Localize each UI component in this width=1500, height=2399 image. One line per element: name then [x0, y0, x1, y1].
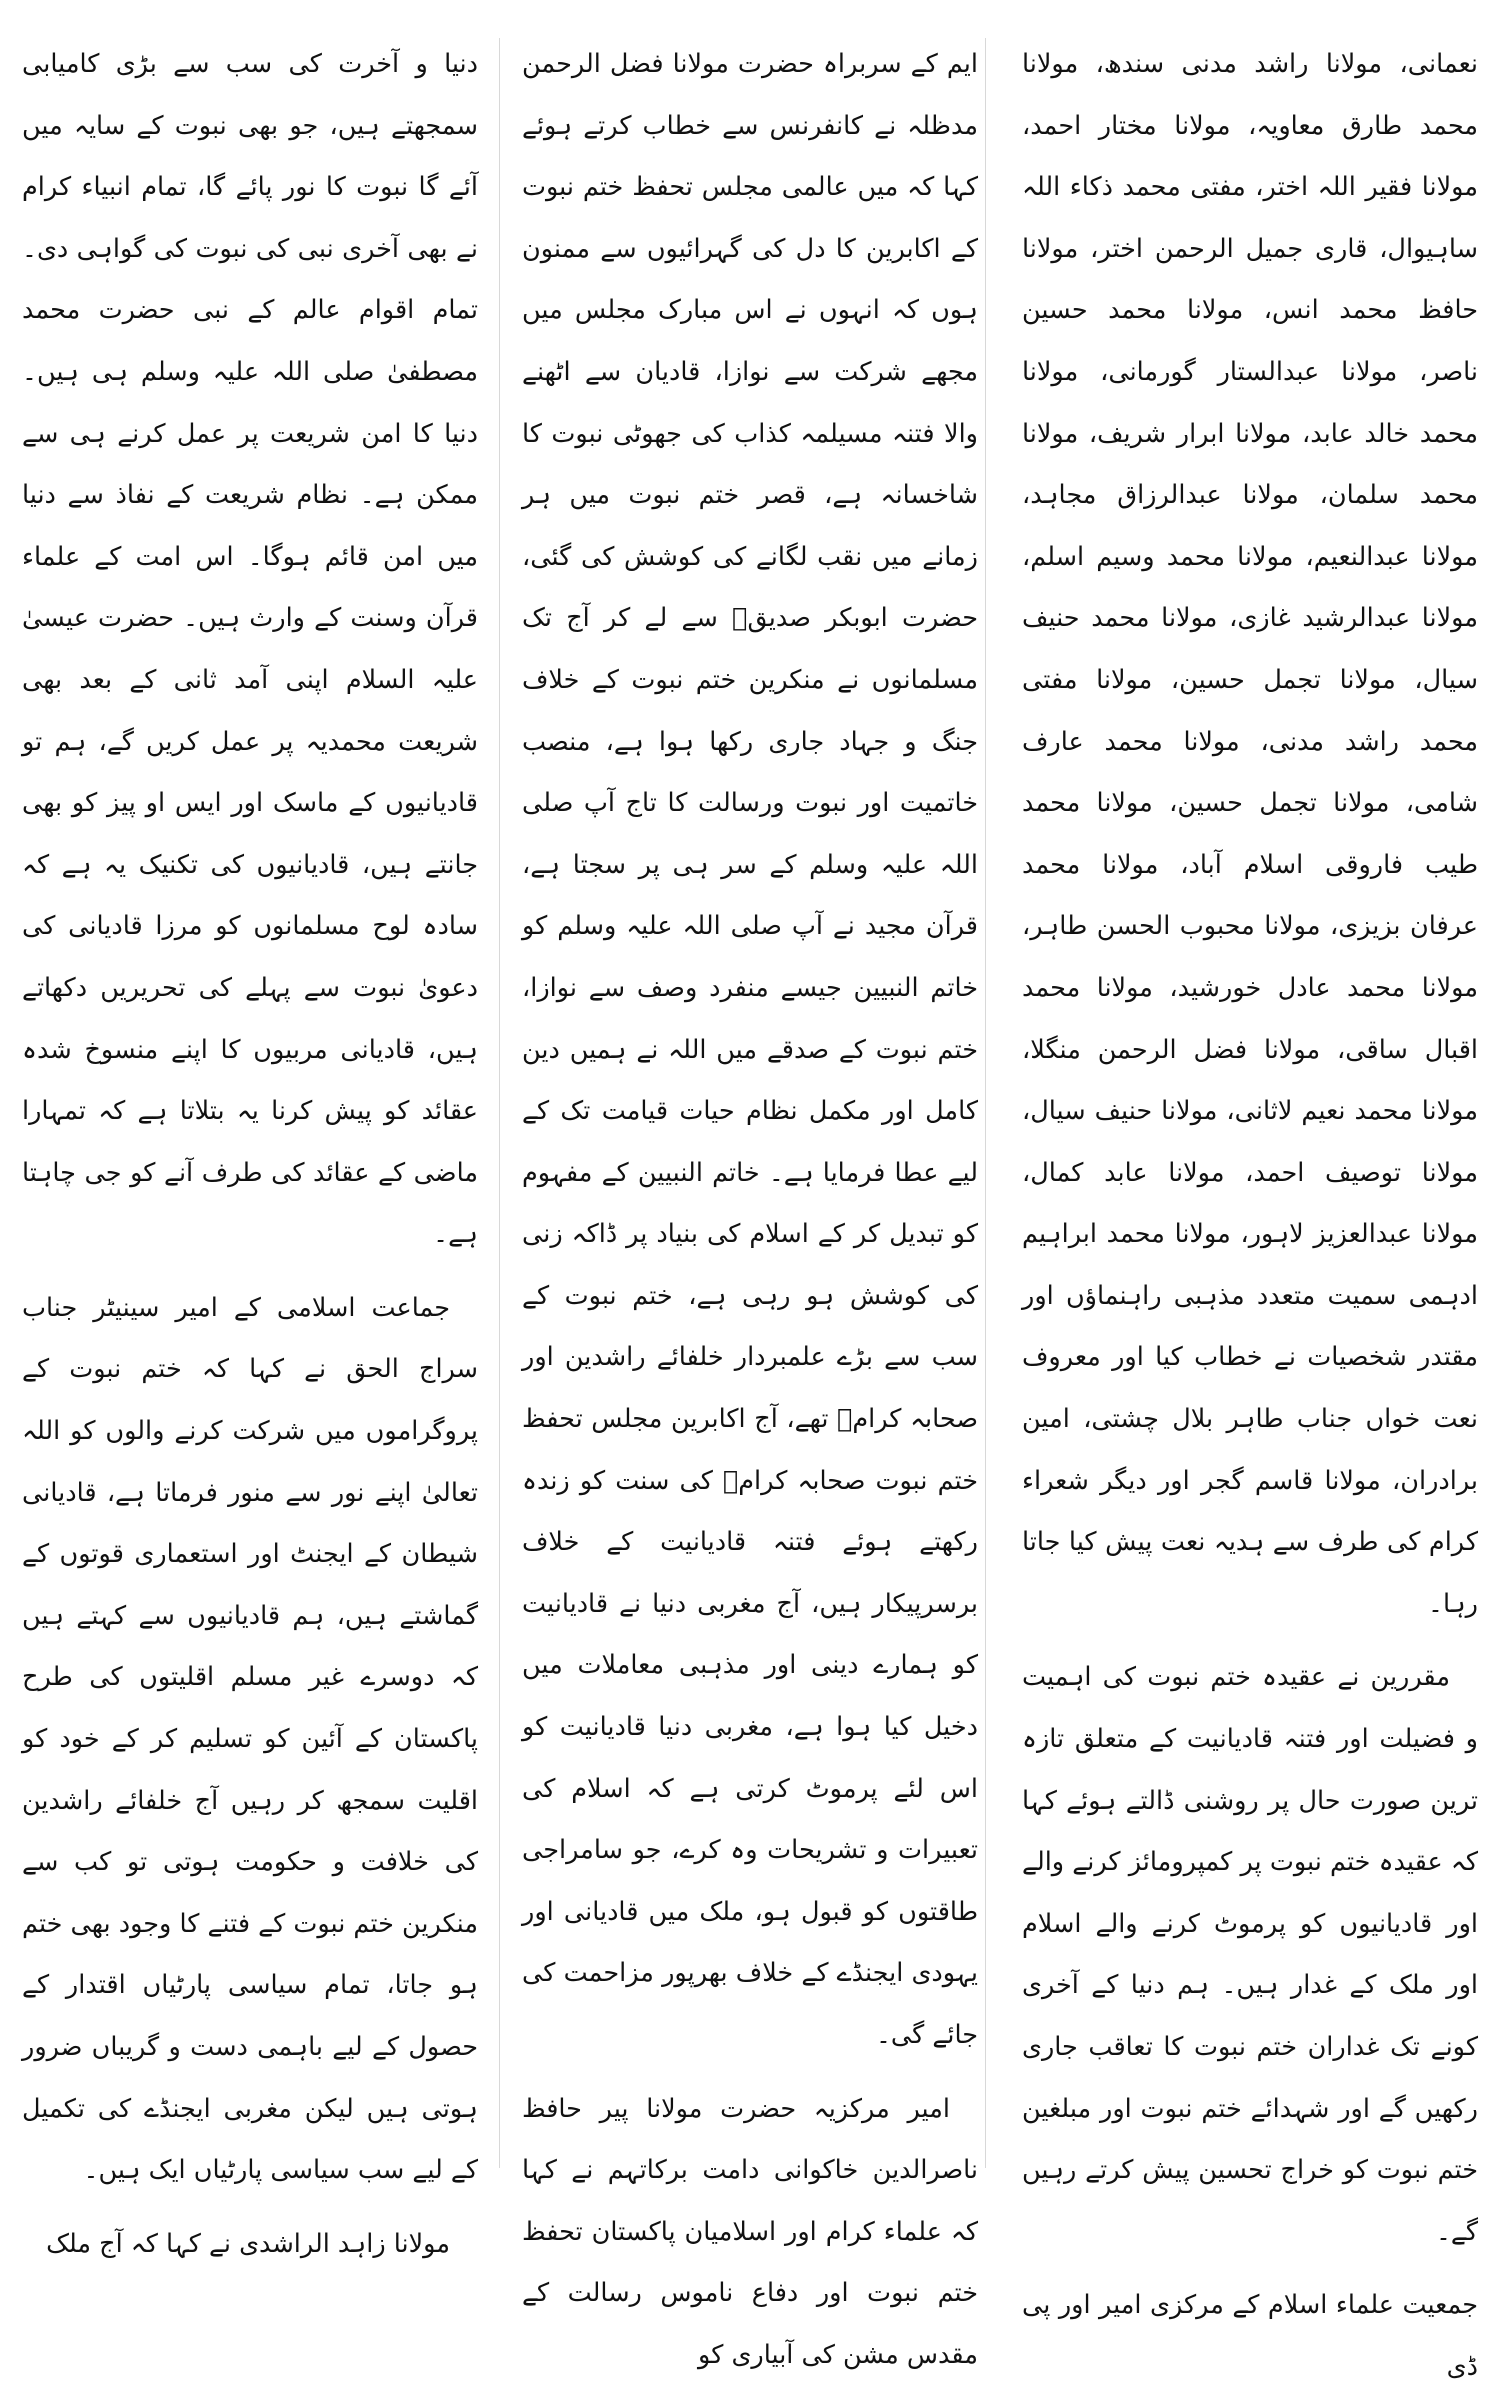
column-right — [1022, 34, 1478, 2399]
paragraph: ایم کے سربراہ حضرت مولانا فضل الرحمن مدظلہ نے کانفرنس سے خطاب کرتے ہوئے کہا کہ میں عالمی مجلس تحفظ ختم نبوت کے اکابرین کا دل کی گہرائیوں سے ممنون ہوں کہ انہوں نے اس مبارک مجلس میں مجھے شرکت سے نوازا، قادیان سے اٹھنے والا فتنہ مسیلمہ کذاب کی جھوٹی نبوت کا شاخسانہ ہے، قصر ختم نبوت میں ہر زمانے میں نقب لگانے کی کوشش کی گئی، حضرت ابوبکر صدیقؓ سے لے کر آج تک مسلمانوں نے منکرین ختم نبوت کے خلاف جنگ و جہاد جاری رکھا ہوا ہے، منصب خاتمیت اور نبوت ورسالت کا تاج آپ صلی اللہ علیہ وسلم کے سر ہی پر سجتا ہے، قرآن مجید نے آپ صلی اللہ علیہ وسلم کو خاتم النبیین جیسے منفرد وصف سے نوازا، ختم نبوت کے صدقے میں اللہ نے ہمیں دین کامل اور مکمل نظام حیات قیامت تک کے لیے عطا فرمایا ہے۔ خاتم النبیین کے مفہوم کو تبدیل کر کے اسلام کی بنیاد پر ڈاکہ زنی کی کوشش ہو رہی ہے، ختم نبوت کے سب سے بڑے علمبردار خلفائے راشدین اور صحابہ کرامؓ تھے، آج اکابرین مجلس تحفظ ختم نبوت صحابہ کرامؓ کی سنت کو زندہ رکھتے ہوئے فتنہ قادیانیت کے خلاف برسرپیکار ہیں، آج مغربی دنیا نے قادیانیت کو ہمارے دینی اور مذہبی معاملات میں دخیل کیا ہوا ہے، مغربی دنیا قادیانیت کو اس لئے پرموٹ کرتی ہے کہ اسلام کی تعبیرات و تشریحات وہ کرے، جو سامراجی طاقتوں کو قبول ہو، ملک میں قادیانی اور یہودی ایجنڈے کے خلاف بھرپور مزاحمت کی جائے گی۔ — [522, 49, 978, 2050]
paragraph: نعمانی، مولانا راشد مدنی سندھ، مولانا محمد طارق معاویہ، مولانا مختار احمد، مولانا فقیر اللہ اختر، مفتی محمد ذکاء اللہ ساہیوال، قاری جمیل الرحمن اختر، مولانا حافظ محمد انس، مولانا محمد حسین ناصر، مولانا عبدالستار گورمانی، مولانا محمد خالد عابد، مولانا ابرار شریف، مولانا محمد سلمان، مولانا عبدالرزاق مجاہد، مولانا عبدالنعیم، مولانا محمد وسیم اسلم، مولانا عبدالرشید غازی، مولانا محمد حنیف سیال، مولانا تجمل حسین، مولانا مفتی محمد راشد مدنی، مولانا محمد عارف شامی، مولانا تجمل حسین، مولانا محمد طیب فاروقی اسلام آباد، مولانا محمد عرفان بزیزی، مولانا محبوب الحسن طاہر، مولانا محمد عادل خورشید، مولانا محمد اقبال ساقی، مولانا فضل الرحمن منگلا، مولانا محمد نعیم لاثانی، مولانا حنیف سیال، مولانا توصیف احمد، مولانا عابد کمال، مولانا عبدالعزیز لاہور، مولانا محمد ابراہیم ادہمی سمیت متعدد مذہبی راہنماؤں اور مقتدر شخصیات نے خطاب کیا اور معروف نعت خواں جناب طاہر بلال چشتی، امین برادران، مولانا قاسم گجر اور دیگر شعراء کرام کی طرف سے ہدیہ نعت پیش کیا جاتا رہا۔ — [1022, 49, 1478, 1619]
column-divider — [499, 38, 500, 2168]
paragraph: مولانا زاہد الراشدی نے کہا کہ آج ملک — [46, 2228, 450, 2259]
paragraph: مقررین نے عقیدہ ختم نبوت کی اہمیت و فضیلت اور فتنہ قادیانیت کے متعلق تازہ ترین صورت حال پر روشنی ڈالتے ہوئے کہا کہ عقیدہ ختم نبوت پر کمپرومائز کرنے والے اور قادیانیوں کو پرموٹ کرنے والے اسلام اور ملک کے غدار ہیں۔ ہم دنیا کے آخری کونے تک غداران ختم نبوت کا تعاقب جاری رکھیں گے اور شہدائے ختم نبوت اور مبلغین ختم نبوت کو خراج تحسین پیش کرتے رہیں گے۔ — [1022, 1662, 1478, 2247]
column-divider — [985, 38, 986, 2168]
paragraph: امیر مرکزیہ حضرت مولانا پیر حافظ ناصرالدین خاکوانی دامت برکاتہم نے کہا کہ علماء کرام اور اسلامیان پاکستان تحفظ ختم نبوت اور دفاع ناموس رسالت کے مقدس مشن کی آبیاری کو — [522, 2093, 978, 2370]
article-columns — [22, 34, 1478, 2382]
paragraph: جمعیت علماء اسلام کے مرکزی امیر اور پی ڈی — [1022, 2290, 1478, 2382]
column-left — [22, 34, 478, 2399]
paragraph: جماعت اسلامی کے امیر سینیٹر جناب سراج الحق نے کہا کہ ختم نبوت کے پروگراموں میں شرکت کرنے والوں کو اللہ تعالیٰ اپنے نور سے منور فرماتا ہے، قادیانی شیطان کے ایجنٹ اور استعماری قوتوں کے گماشتے ہیں، ہم قادیانیوں سے کہتے ہیں کہ دوسرے غیر مسلم اقلیتوں کی طرح پاکستان کے آئین کو تسلیم کر کے خود کو اقلیت سمجھ کر رہیں آج خلفائے راشدین کی خلافت و حکومت ہوتی تو کب سے منکرین ختم نبوت کے فتنے کا وجود بھی ختم ہو جاتا، تمام سیاسی پارٹیاں اقتدار کے حصول کے لیے باہمی دست و گریباں ضرور ہوتی ہیں لیکن مغربی ایجنڈے کی تکمیل کے لیے سب سیاسی پارٹیاں ایک ہیں۔ — [22, 1292, 478, 2186]
paragraph: دنیا و آخرت کی سب سے بڑی کامیابی سمجھتے ہیں، جو بھی نبوت کے سایہ میں آئے گا نبوت کا نور پائے گا، تمام انبیاء کرام نے بھی آخری نبی کی نبوت کی گواہی دی۔ تمام اقوام عالم کے نبی حضرت محمد مصطفیٰ صلی اللہ علیہ وسلم ہی ہیں۔ دنیا کا امن شریعت پر عمل کرنے ہی سے ممکن ہے۔ نظام شریعت کے نفاذ سے دنیا میں امن قائم ہوگا۔ اس امت کے علماء قرآن وسنت کے وارث ہیں۔ حضرت عیسیٰ علیہ السلام اپنی آمد ثانی کے بعد بھی شریعت محمدیہ پر عمل کریں گے، ہم تو قادیانیوں کے ماسک اور ایس او پیز کو بھی جانتے ہیں، قادیانیوں کی تکنیک یہ ہے کہ سادہ لوح مسلمانوں کو مرزا قادیانی کی دعویٰ نبوت سے پہلے کی تحریریں دکھاتے ہیں، قادیانی مربیوں کا اپنے منسوخ شدہ عقائد کو پیش کرنا یہ بتلاتا ہے کہ تمہارا ماضی کے عقائد کی طرف آنے کو جی چاہتا ہے۔ — [22, 49, 478, 1250]
column-middle — [522, 34, 978, 2399]
